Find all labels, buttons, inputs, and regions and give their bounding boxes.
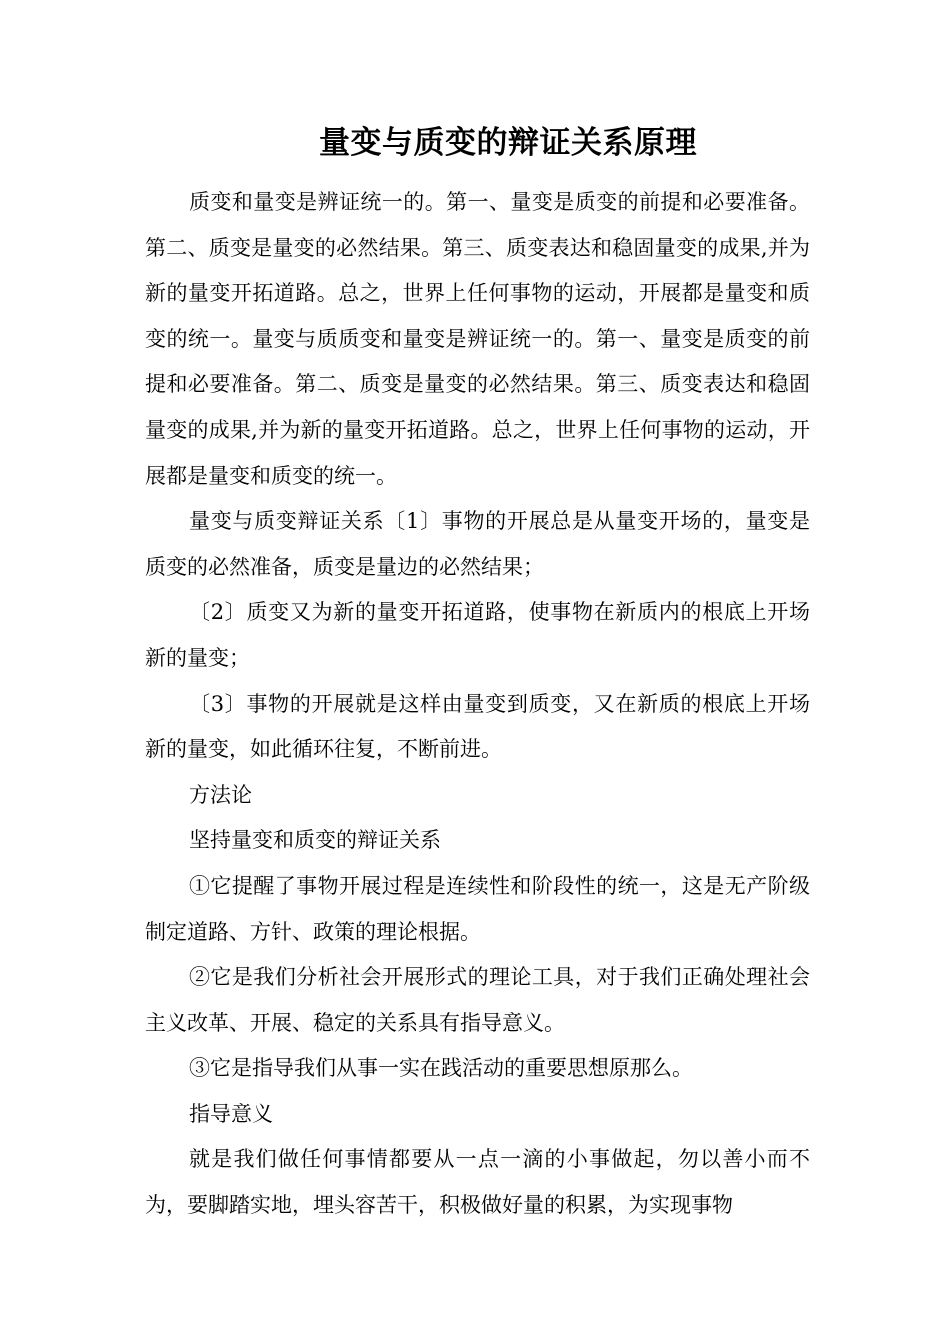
heading-guidance: 指导意义 — [189, 1101, 273, 1126]
paragraph-intro: 质变和量变是辨证统一的。第一、量变是质变的前提和必要准备。第二、质变是量变的必然结果。第三、质变表达和稳固量变的成果,并为新的量变开拓道路。总之，世界上任何事物的运动，开展都是量变和质变的统一。量变与质质变和量变是辨证统一的。第一、量变是质变的前提和必要准备。第二、质变是量变的必然结果。第三、质变表达和稳固量变的成果,并为新的量变开拓道路。总之，世界上任何事物的运动，开展都是量变和质变的统一。 — [145, 190, 810, 488]
list-item-2: ②它是我们分析社会开展形式的理论工具，对于我们正确处理社会主义改革、开展、稳定的关系具有指导意义。 — [145, 965, 810, 1035]
paragraph-relation-3: 〔3〕事物的开展就是这样由量变到质变，又在新质的根底上开场新的量变，如此循环往复，不断前进。 — [145, 691, 810, 762]
paragraph-relation-2: 〔2〕质变又为新的量变开拓道路，使事物在新质内的根底上开场新的量变； — [145, 600, 810, 670]
document-body — [145, 180, 810, 1229]
heading-methodology: 方法论 — [189, 782, 252, 807]
list-item-3: ③它是指导我们从事一实在践活动的重要思想原那么。 — [189, 1056, 693, 1081]
paragraph-adhere: 坚持量变和质变的辩证关系 — [189, 828, 441, 853]
paragraph-relation-1: 量变与质变辩证关系〔1〕事物的开展总是从量变开场的，量变是质变的必然准备，质变是量边的必然结果； — [145, 509, 810, 579]
document-title: 量变与质变的辩证关系原理 — [319, 125, 697, 161]
list-item-1: ①它提醒了事物开展过程是连续性和阶段性的统一，这是无产阶级制定道路、方针、政策的理论根据。 — [145, 873, 810, 944]
paragraph-guidance: 就是我们做任何事情都要从一点一滴的小事做起，勿以善小而不为，要脚踏实地，埋头容苦干，积极做好量的积累，为实现事物 — [145, 1147, 810, 1218]
document-title-row — [0, 118, 950, 168]
